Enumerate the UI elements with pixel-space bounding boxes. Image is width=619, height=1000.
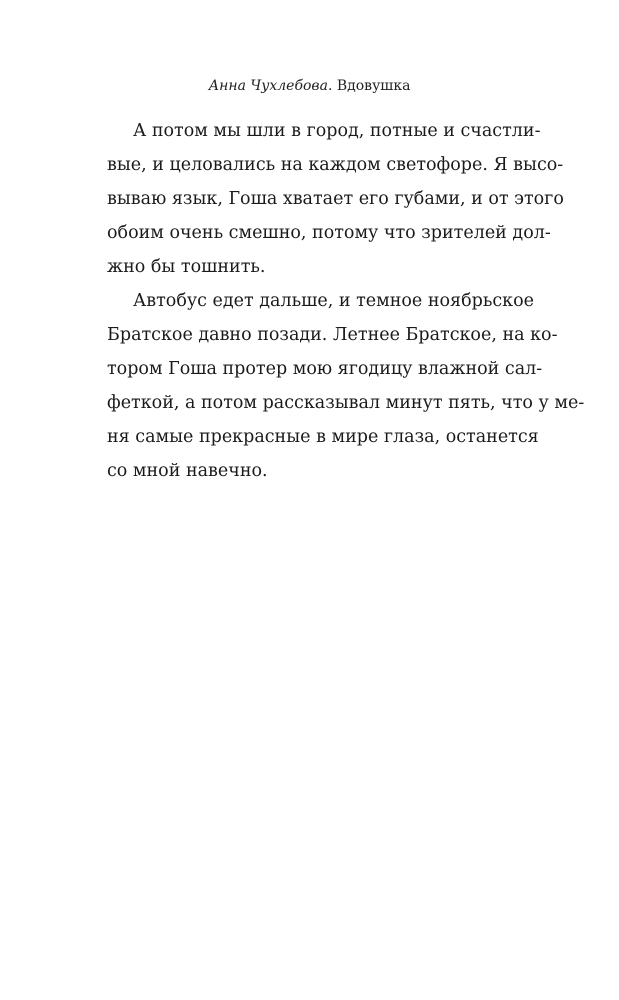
text-line: ня самые прекрасные в мире глаза, останется	[107, 427, 539, 447]
running-header	[0, 76, 619, 96]
body-text	[107, 114, 585, 488]
text-line: Автобус едет дальше, и темное ноябрьское	[133, 291, 534, 311]
text-line: жно бы тошнить.	[107, 257, 266, 277]
text-line: тором Гоша протер мою ягодицу влажной сал-	[107, 359, 543, 379]
text-line: обоим очень смешно, потому что зрителей дол-	[107, 223, 551, 243]
paragraph-1	[107, 114, 564, 284]
text-line: феткой, а потом рассказывал минут пять, что у ме-	[107, 393, 585, 413]
header-separator: .	[327, 78, 337, 94]
header-author: Анна Чухлебова	[208, 78, 328, 94]
text-line: А потом мы шли в город, потные и счастли-	[133, 121, 541, 141]
text-line: вые, и целовались на каждом светофоре. Я высо-	[107, 155, 564, 175]
text-line: Братское давно позади. Летнее Братское, на ко-	[107, 325, 558, 345]
text-line: вываю язык, Гоша хватает его губами, и от этого	[107, 189, 564, 209]
paragraph-2	[107, 284, 585, 488]
text-line: со мной навечно.	[107, 461, 268, 481]
header-title: Вдовушка	[336, 78, 411, 94]
